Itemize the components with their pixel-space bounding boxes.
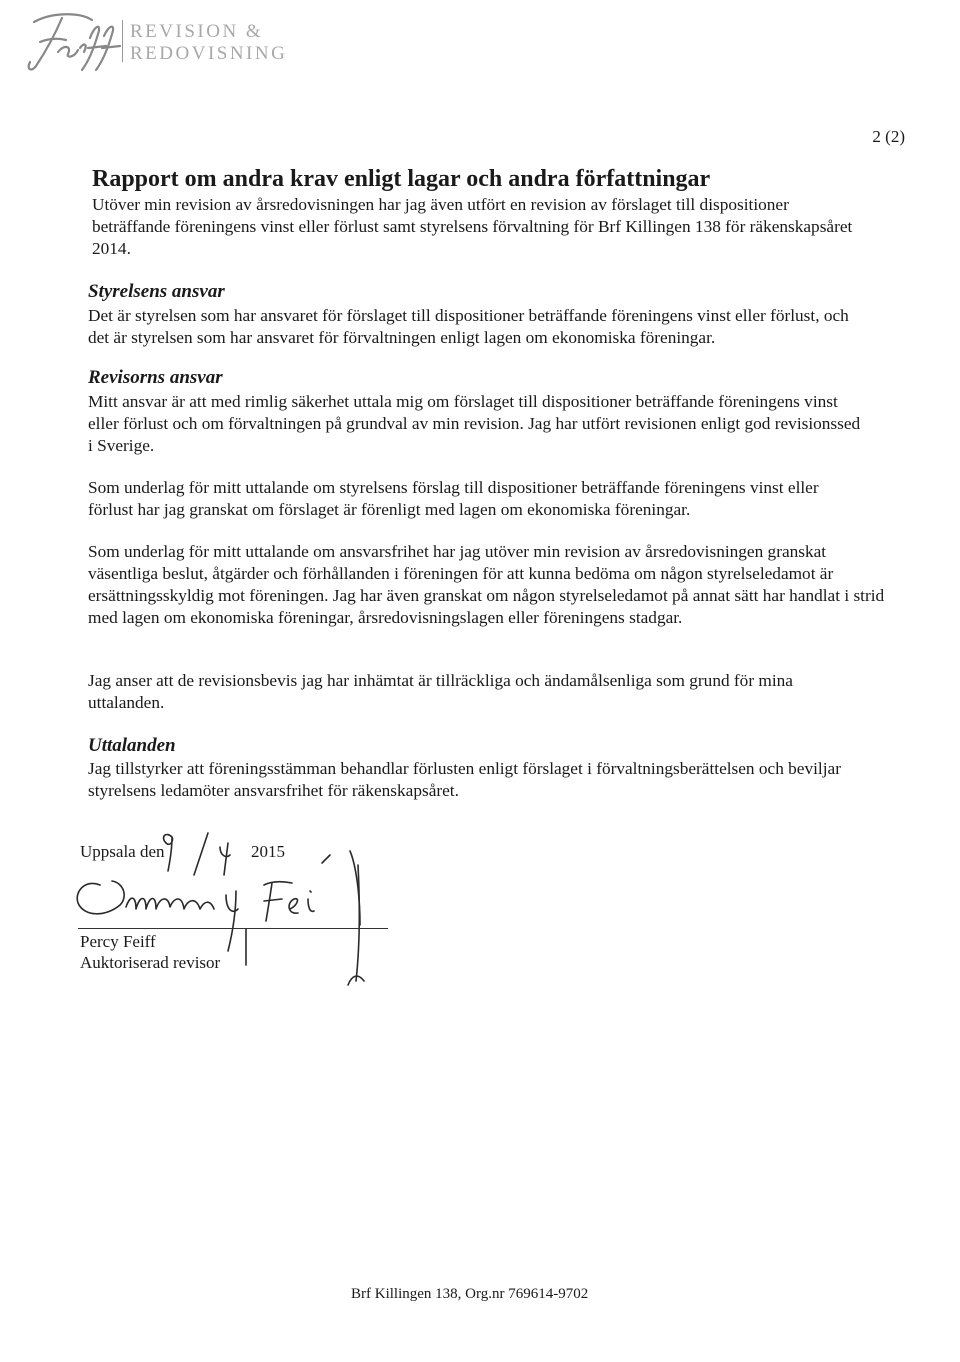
- board-responsibility-text: Det är styrelsen som har ansvaret för förslaget till dispositioner beträffande föreningens vinst eller förlust, och det är styrelsen som har ansvaret för förvaltningen enligt lagen om ekonomiska föreningar.: [88, 306, 849, 347]
- logo-divider: [122, 20, 123, 62]
- logo-text-line2: REDOVISNING: [130, 43, 288, 64]
- signature-line: [78, 928, 388, 929]
- company-logo-signature: [22, 8, 132, 76]
- auditor-responsibility-text: Mitt ansvar är att med rimlig säkerhet uttala mig om förslaget till dispositioner beträffande föreningens vinst eller förlust och om förvaltningen på grundval av min revision. Jag har utfört revisionen enligt god revisionssed i Sverige.: [88, 392, 861, 455]
- logo-text-line1: REVISION &: [130, 21, 264, 42]
- basis-proposal-paragraph: Som underlag för mitt uttalande om styrelsens förslag till dispositioner beträffande föreningens vinst eller förlust har jag granskat om förslaget är förenligt med lagen om ekonomiska föreningar.: [88, 478, 819, 519]
- signature-place: Uppsala den: [80, 842, 165, 861]
- signer-name: Percy Feiff: [80, 932, 156, 951]
- signer-title: Auktoriserad revisor: [80, 953, 221, 972]
- report-title: Rapport om andra krav enligt lagar och andra författningar: [92, 166, 711, 192]
- signature-year: 2015: [251, 842, 285, 861]
- page-number: 2 (2): [872, 127, 905, 146]
- board-responsibility-heading: Styrelsens ansvar: [88, 281, 225, 302]
- opinion-text: Jag tillstyrker att föreningsstämman behandlar förlusten enligt förslaget i förvaltningsberättelsen och beviljar styrelsens ledamöter ansvarsfrihet för räkenskapsåret.: [88, 759, 841, 800]
- opinion-heading: Uttalanden: [88, 735, 176, 756]
- evidence-paragraph: Jag anser att de revisionsbevis jag har inhämtat är tillräckliga och ändamålsenliga som grund för mina uttalanden.: [88, 671, 793, 712]
- footer-org-info: Brf Killingen 138, Org.nr 769614-9702: [351, 1286, 589, 1302]
- intro-paragraph: Utöver min revision av årsredovisningen har jag även utfört en revision av förslaget till dispositioner beträffande föreningens vinst eller förlust samt styrelsens förvaltning för Brf Killingen 138 för räkenskapsåret 2014.: [92, 195, 853, 258]
- basis-discharge-paragraph: Som underlag för mitt uttalande om ansvarsfrihet har jag utöver min revision av årsredovisningen granskat väsentliga beslut, åtgärder och förhållanden i föreningen för att kunna bedöma om någon styrelseledamot är ersättningsskyldig mot föreningen. Jag har även granskat om någon styrelseledamot på annat sätt har handlat i strid med lagen om ekonomiska föreningar, årsredovisningslagen eller föreningens stadgar.: [88, 542, 885, 627]
- auditor-responsibility-heading: Revisorns ansvar: [88, 367, 223, 388]
